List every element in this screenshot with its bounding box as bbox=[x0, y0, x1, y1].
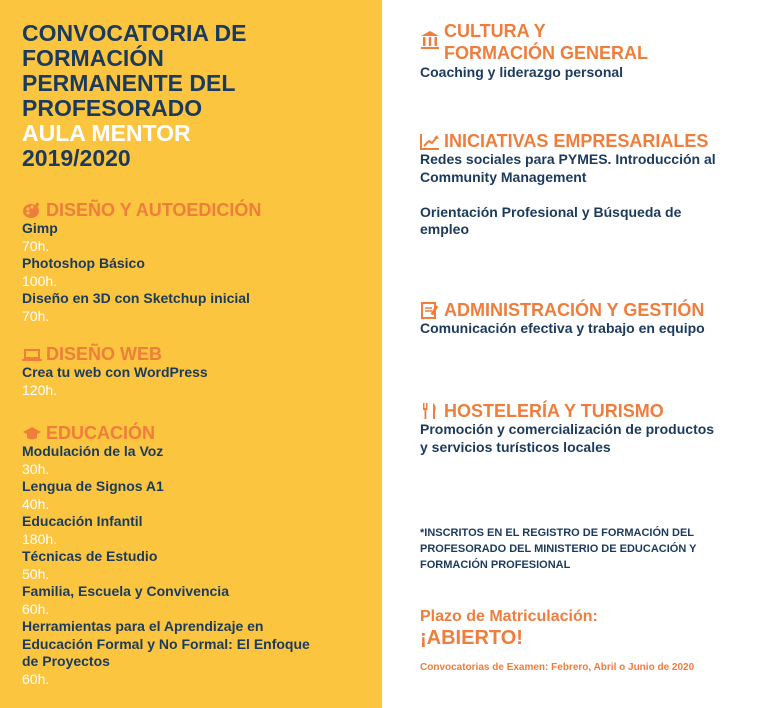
museum-icon bbox=[420, 30, 440, 48]
course-hours: 30h. bbox=[22, 460, 50, 477]
exam-dates: Convocatorias de Examen: Febrero, Abril o Junio de 2020 bbox=[420, 662, 695, 673]
course-title-line: Educación Formal y No Formal: El Enfoque bbox=[22, 635, 310, 652]
course-title: Coaching y liderazgo personal bbox=[420, 64, 624, 80]
course-title-line: de Proyectos bbox=[22, 653, 110, 669]
course-hours: 70h. bbox=[420, 238, 448, 255]
section-title: CULTURA Y bbox=[444, 21, 546, 41]
course-hours: 60h. bbox=[420, 337, 448, 354]
section-header bbox=[420, 20, 760, 64]
course-hours: 50h. bbox=[22, 565, 50, 582]
course-hours: 60h. bbox=[22, 600, 50, 617]
course-title: Familia, Escuela y Convivencia bbox=[22, 583, 229, 599]
note-line: *INSCRITOS EN EL REGISTRO DE FORMACIÓN DEL bbox=[420, 527, 695, 539]
course-title: Crea tu web con WordPress bbox=[22, 364, 208, 380]
title-line: CONVOCATORIA DE bbox=[22, 20, 247, 46]
title-line: PROFESORADO bbox=[22, 95, 203, 121]
course-hours: 180h. bbox=[22, 530, 58, 547]
course-title-line: empleo bbox=[420, 221, 470, 237]
graduation-cap-icon bbox=[22, 424, 42, 442]
trend-chart-icon bbox=[420, 132, 440, 150]
course-title-line: y servicios turísticos locales bbox=[420, 438, 611, 455]
course-hours: 40h. bbox=[22, 495, 50, 512]
course-title-line: Redes sociales para PYMES. Introducción al bbox=[420, 151, 716, 167]
course-hours: 70h. bbox=[22, 307, 50, 324]
document-edit-icon bbox=[420, 301, 440, 319]
course-hours: 70h. bbox=[22, 237, 50, 254]
course-title-line: Herramientas para el Aprendizaje en bbox=[22, 618, 264, 634]
palette-icon bbox=[22, 201, 42, 219]
course-title: Lengua de Signos A1 bbox=[22, 478, 164, 494]
section-cultura bbox=[420, 20, 760, 99]
course-hours: 100h. bbox=[22, 272, 58, 289]
section-header bbox=[420, 131, 760, 151]
section-header bbox=[420, 401, 760, 421]
enrollment-status: ¡ABIERTO! bbox=[420, 627, 523, 649]
course-hours: 60h. bbox=[22, 670, 50, 687]
fork-knife-icon bbox=[420, 402, 440, 420]
course-title-line: Orientación Profesional y Búsqueda de bbox=[420, 203, 682, 220]
section-iniciativas bbox=[420, 131, 760, 256]
laptop-icon bbox=[22, 345, 42, 363]
course-title: Modulación de la Voz bbox=[22, 443, 164, 459]
section-educacion bbox=[22, 423, 372, 688]
course-title: Diseño en 3D con Sketchup inicial bbox=[22, 290, 250, 306]
course-title: Comunicación efectiva y trabajo en equipo bbox=[420, 320, 705, 336]
enrollment-period bbox=[420, 607, 598, 650]
course-title: Técnicas de Estudio bbox=[22, 548, 158, 564]
title-line: FORMACIÓN bbox=[22, 45, 164, 71]
enrollment-label: Plazo de Matriculación: bbox=[420, 608, 598, 625]
section-title: ADMINISTRACIÓN Y GESTIÓN bbox=[444, 300, 705, 320]
course-hours: 60h. bbox=[420, 81, 448, 98]
section-hosteleria bbox=[420, 401, 760, 474]
section-administracion bbox=[420, 300, 760, 355]
section-header bbox=[420, 300, 760, 320]
title-year: 2019/2020 bbox=[22, 145, 131, 171]
course-hours: 90h. bbox=[420, 456, 448, 472]
course-title-line: Promoción y comercialización de productos bbox=[420, 421, 715, 437]
section-header bbox=[22, 200, 372, 220]
section-diseno-web bbox=[22, 344, 372, 399]
section-title: DISEÑO Y AUTOEDICIÓN bbox=[46, 200, 262, 220]
section-title: HOSTELERÍA Y TURISMO bbox=[444, 401, 664, 421]
page-title bbox=[22, 21, 372, 171]
section-title: INICIATIVAS EMPRESARIALES bbox=[444, 131, 709, 151]
section-diseno-autoedicion bbox=[22, 200, 372, 325]
title-highlight: AULA MENTOR bbox=[22, 120, 191, 146]
title-line: PERMANENTE DEL bbox=[22, 70, 236, 96]
section-title: DISEÑO WEB bbox=[46, 344, 163, 364]
section-header bbox=[22, 423, 372, 443]
course-title-line: Community Management bbox=[420, 168, 587, 185]
section-title: FORMACIÓN GENERAL bbox=[444, 43, 648, 63]
course-hours: 100h. bbox=[420, 186, 456, 202]
section-title: EDUCACIÓN bbox=[46, 423, 156, 443]
course-title: Photoshop Básico bbox=[22, 255, 145, 271]
course-title: Educación Infantil bbox=[22, 513, 143, 529]
note-line: PROFESORADO DEL MINISTERIO DE EDUCACIÓN Y bbox=[420, 543, 697, 555]
note-line: FORMACIÓN PROFESIONAL bbox=[420, 559, 571, 571]
course-title: Gimp bbox=[22, 220, 58, 236]
registry-note bbox=[420, 525, 750, 573]
course-hours: 120h. bbox=[22, 381, 58, 398]
section-header bbox=[22, 344, 372, 364]
